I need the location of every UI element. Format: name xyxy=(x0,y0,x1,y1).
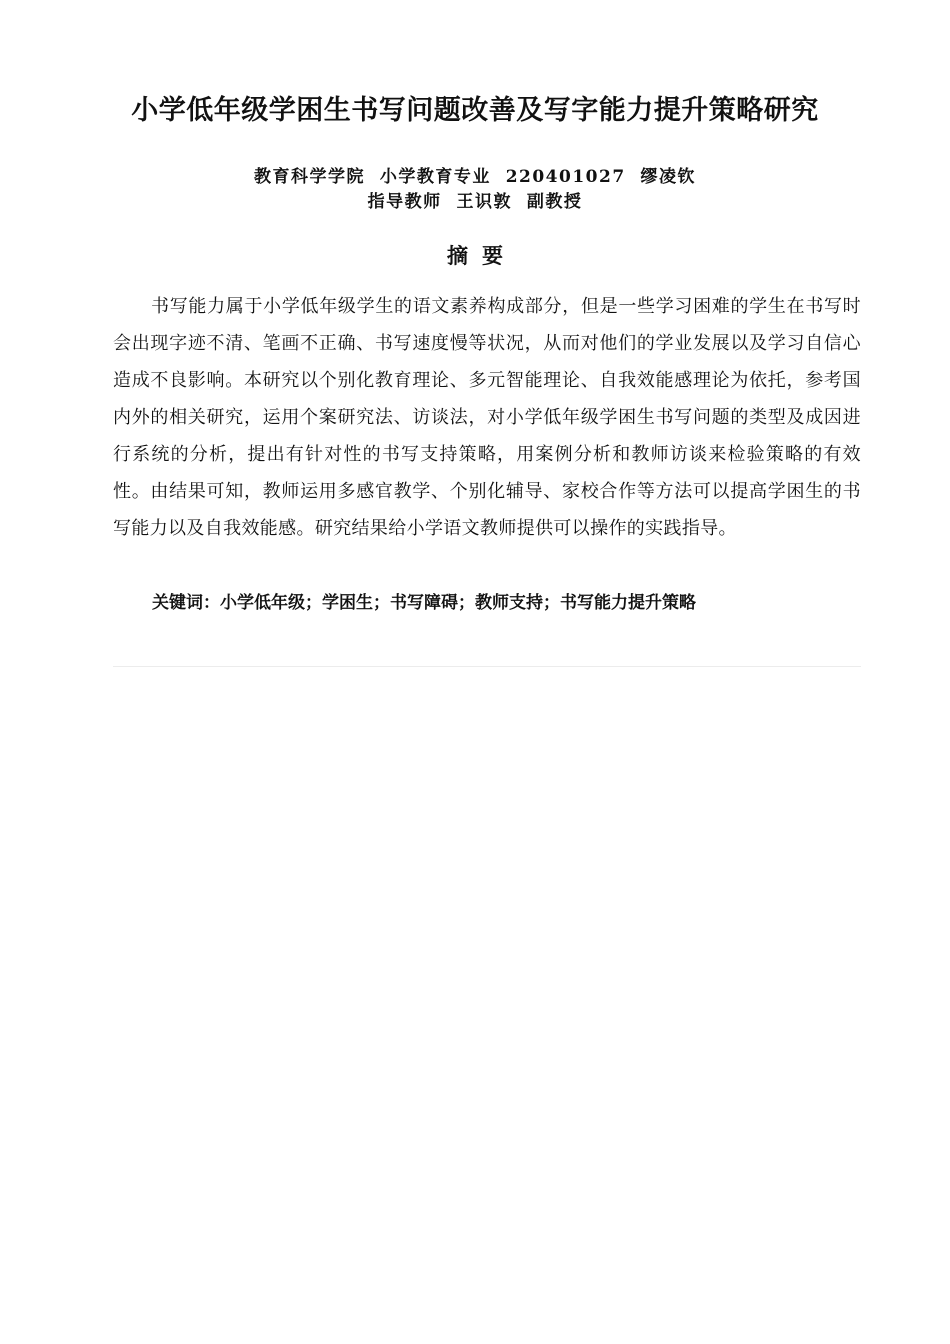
advisor-info: 指导教师 王识敦 副教授 xyxy=(367,192,583,212)
keywords: 关键词：小学低年级；学困生；书写障碍；教师支持；书写能力提升策略 xyxy=(152,593,696,613)
abstract-heading: 摘要 xyxy=(447,244,517,268)
paper-title: 小学低年级学困生书写问题改善及写字能力提升策略研究 xyxy=(131,95,819,126)
section-divider xyxy=(113,666,861,667)
abstract-text: 书写能力属于小学低年级学生的语文素养构成部分，但是一些学习困难的学生在书写时会出现字迹不清、笔画不正确、书写速度慢等状况，从而对他们的学业发展以及学习自信心造成不良影响。本研究以个别化教育理论、多元智能理论、自我效能感理论为依托，参考国内外的相关研究，运用个案研究法、访谈法，对小学低年级学困生书写问题的类型及成因进行系统的分析，提出有针对性的书写支持策略，用案例分析和教师访谈来检验策略的有效性。由结果可知，教师运用多感官教学、个别化辅导、家校合作等方法可以提高学困生的书写能力以及自我效能感。研究结果给小学语文教师提供可以操作的实践指导。 xyxy=(113,296,861,539)
author-info: 教育科学学院 小学教育专业 220401027 缪凌钦 xyxy=(254,167,696,187)
